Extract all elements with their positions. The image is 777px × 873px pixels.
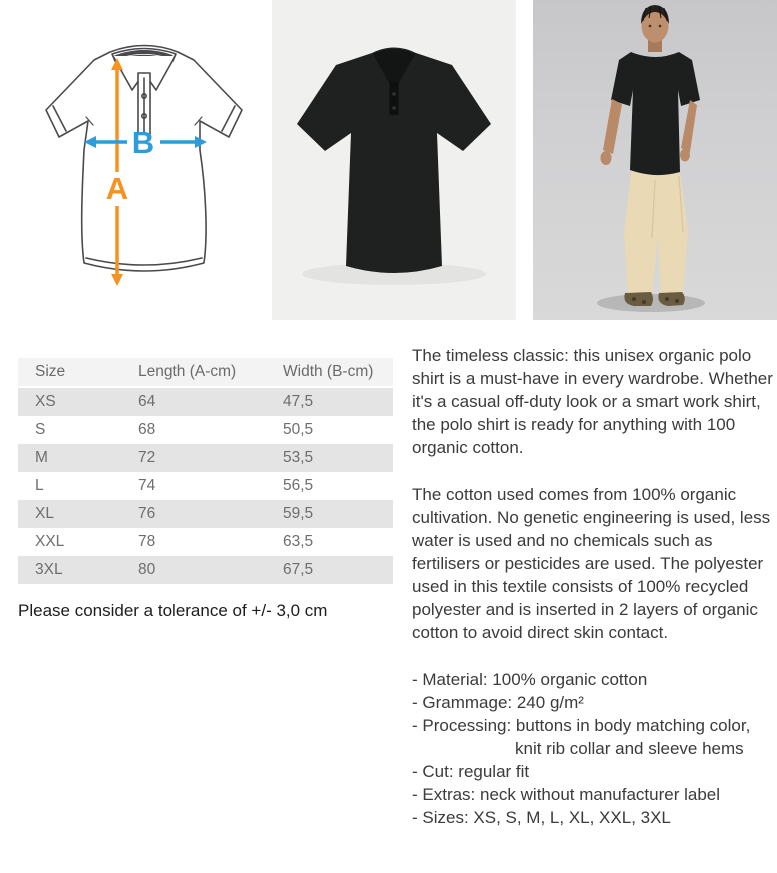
product-photo-model xyxy=(533,0,777,320)
detail-processing: - Processing: buttons in body matching color, xyxy=(412,716,751,735)
table-row xyxy=(18,444,393,472)
cell-size: M xyxy=(35,449,48,466)
product-photo-flatlay xyxy=(272,0,516,320)
pants xyxy=(624,166,688,294)
cell-length: 68 xyxy=(138,421,156,438)
table-row xyxy=(18,500,393,528)
cell-size: XXL xyxy=(35,533,65,550)
cell-width: 67,5 xyxy=(283,561,314,578)
details-list xyxy=(412,668,774,829)
product-description xyxy=(412,344,774,829)
cell-width: 50,5 xyxy=(283,421,314,438)
cell-size: S xyxy=(35,421,46,438)
polo-line-drawing xyxy=(0,0,290,302)
table-row xyxy=(18,556,393,584)
table-row xyxy=(18,416,393,444)
black-polo-flatlay-illustration xyxy=(272,0,516,320)
cell-width: 63,5 xyxy=(283,533,314,550)
cell-length: 76 xyxy=(138,505,156,522)
description-paragraph-1: The timeless classic: this unisex organic polo shirt is a must-have in every wardrobe. Whether it's a casual off-duty look or a smart work shirt, the polo shirt is ready for anything with 100 organic cotton. xyxy=(412,346,773,457)
detail-material: - Material: 100% organic cotton xyxy=(412,670,648,689)
detail-cut: - Cut: regular fit xyxy=(412,762,530,781)
detail-extras: - Extras: neck without manufacturer label xyxy=(412,785,721,804)
description-paragraph-2: The cotton used comes from 100% organic cultivation. No genetic engineering is used, less water is used and no chemicals such as fertilisers or pesticides are used. The polyester used in this textile consists of 100% recycled polyester and is inserted in 2 layers of organic cotton to avoid direct skin contact. xyxy=(412,485,771,642)
column-header-width: Width (B-cm) xyxy=(283,363,374,380)
tolerance-note: Please consider a tolerance of +/- 3,0 cm xyxy=(18,601,328,620)
length-label: A xyxy=(105,171,129,206)
model-wearing-polo-illustration xyxy=(533,0,777,320)
size-table-header xyxy=(18,358,393,388)
table-row xyxy=(18,472,393,500)
cell-size: L xyxy=(35,477,44,494)
width-label: B xyxy=(131,125,155,160)
cell-width: 59,5 xyxy=(283,505,314,522)
cell-length: 72 xyxy=(138,449,156,466)
cell-length: 64 xyxy=(138,393,156,410)
detail-processing-line2: knit rib collar and sleeve hems xyxy=(515,739,744,758)
cell-length: 78 xyxy=(138,533,156,550)
cell-width: 47,5 xyxy=(283,393,314,410)
cell-length: 80 xyxy=(138,561,156,578)
column-header-length: Length (A-cm) xyxy=(138,363,237,380)
table-row xyxy=(18,388,393,416)
cell-width: 53,5 xyxy=(283,449,314,466)
cell-length: 74 xyxy=(138,477,156,494)
cell-size: 3XL xyxy=(35,561,63,578)
size-measurement-diagram xyxy=(0,0,290,302)
cell-width: 56,5 xyxy=(283,477,314,494)
size-table xyxy=(18,358,393,584)
table-row xyxy=(18,528,393,556)
column-header-size: Size xyxy=(35,363,66,380)
cell-size: XL xyxy=(35,505,54,522)
detail-grammage: - Grammage: 240 g/m² xyxy=(412,693,584,712)
cell-size: XS xyxy=(35,393,56,410)
detail-sizes: - Sizes: XS, S, M, L, XL, XXL, 3XL xyxy=(412,808,671,827)
